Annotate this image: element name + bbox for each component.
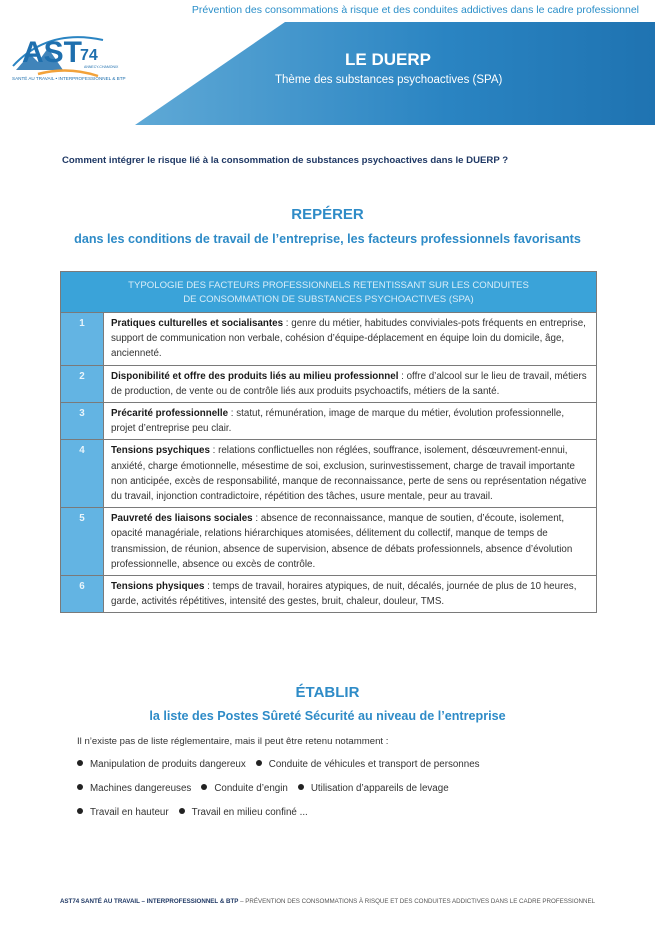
bullet-item <box>256 759 480 770</box>
factor-description <box>104 576 597 613</box>
factor-description <box>104 440 597 508</box>
section-etablir-subtitle: la liste des Postes Sûreté Sécurité au niveau de l’entreprise <box>149 709 506 723</box>
bullet-dot-icon <box>201 784 207 790</box>
bullet-text: Machines dangereuses <box>90 783 192 794</box>
section-etablir-intro: Il n’existe pas de liste réglementaire, mais il peut être retenu notamment : <box>77 736 389 747</box>
table-row <box>61 440 597 508</box>
bullet-dot-icon <box>77 760 83 766</box>
factor-number: 4 <box>61 440 104 508</box>
factor-description <box>104 403 597 440</box>
section-reperer-subtitle: dans les conditions de travail de l’entreprise, les facteurs professionnels favorisants <box>74 232 581 246</box>
bullet-text: Utilisation d’appareils de levage <box>310 783 449 794</box>
svg-text:ANNECY-CHAMONIX: ANNECY-CHAMONIX <box>84 65 119 69</box>
bullet-item <box>77 783 191 794</box>
bullet-text: Manipulation de produits dangereux <box>90 759 246 770</box>
table-row <box>61 403 597 440</box>
factor-title: Précarité professionnelle <box>111 408 229 420</box>
factor-text: : genre du métier, habitudes conviviales-pots fréquents en entreprise, support de communication non verbale, cohésion d’équipe-déplacement en équipe loin du domicile, âge, ancienneté. <box>111 318 586 360</box>
bullet-dot-icon <box>256 760 262 766</box>
bullet-text: Conduite d’engin <box>214 783 288 794</box>
factor-title: Disponibilité et offre des produits liés au milieu professionnel <box>111 370 399 382</box>
bullet-text: Travail en hauteur <box>90 807 169 818</box>
page-title: LE DUERP <box>345 50 431 69</box>
factor-description <box>104 365 597 402</box>
factor-number: 5 <box>61 508 104 576</box>
section-etablir-title: ÉTABLIR <box>295 684 360 701</box>
bullet-item <box>77 759 246 770</box>
factor-title: Tensions physiques <box>111 581 205 593</box>
table-header-line2: DE CONSOMMATION DE SUBSTANCES PSYCHOACTIVES (SPA) <box>183 294 474 305</box>
footer-text: – PRÉVENTION DES CONSOMMATIONS À RISQUE ET DES CONDUITES ADDICTIVES DANS LE CADRE PROFESSIONNEL <box>238 898 596 905</box>
factor-description <box>104 313 597 366</box>
bullet-dot-icon <box>77 808 83 814</box>
bullet-dot-icon <box>77 784 83 790</box>
svg-text:74: 74 <box>80 47 98 64</box>
factor-title: Pauvreté des liaisons sociales <box>111 513 253 525</box>
bullet-line <box>77 759 637 770</box>
factor-text: : relations conflictuelles non réglées, souffrance, isolement, désœuvrement-ennui, anxiété, charge émotionnelle, mésestime de soi, exclusion, surinvestissement, charge de travail importante non anticipée, excès de responsabilité, manque de reconnaissance, perte de sens ou représentation négative du travail, injonction contradictoire, répétition des tâches, usure mentale, peur au travail. <box>111 445 587 503</box>
bullet-item <box>298 783 449 794</box>
factor-text: : temps de travail, horaires atypiques, de nuit, décalés, journée de plus de 10 heures, garde, activités répétitives, intensité des gestes, bruit, chaleur, douleur, TMS. <box>111 581 577 608</box>
factor-number: 1 <box>61 313 104 366</box>
factor-text: : statut, rémunération, image de marque du métier, évolution professionnelle, projet d’entreprise peu clair. <box>111 408 565 435</box>
bullet-item <box>201 783 288 794</box>
factor-description <box>104 508 597 576</box>
factor-text: : absence de reconnaissance, manque de soutien, d’écoute, isolement, opacité managériale, relations hiérarchiques atomisées, délitement du collectif, manque de temps de transmission, de réunion, absence de supervision, absence de débats professionnels, absence d’évolution professionnelle, absence ou excès de contrôle. <box>111 513 573 570</box>
bullet-dot-icon <box>298 784 304 790</box>
bullet-dot-icon <box>179 808 185 814</box>
factor-text: : offre d’alcool sur le lieu de travail, métiers de production, de vente ou de contrôle liés aux produits psychoactifs, métiers de la santé. <box>111 370 587 397</box>
table-row <box>61 365 597 402</box>
bullet-text: Conduite de véhicules et transport de personnes <box>268 759 480 770</box>
factor-title: Tensions psychiques <box>111 445 210 457</box>
factor-number: 2 <box>61 365 104 402</box>
svg-text:SANTÉ AU TRAVAIL • INTERPROFES: SANTÉ AU TRAVAIL • INTERPROFESSIONNEL & BTP <box>12 76 126 81</box>
intro-question: Comment intégrer le risque lié à la consommation de substances psychoactives dans le DUERP ? <box>62 155 509 166</box>
table-header <box>61 272 597 313</box>
bullet-line <box>77 807 637 818</box>
factor-number: 6 <box>61 576 104 613</box>
bullet-text: Travail en milieu confiné ... <box>191 807 308 818</box>
header-topline: Prévention des consommations à risque et des conduites addictives dans le cadre professionnel <box>191 4 639 16</box>
page-subtitle: Thème des substances psychoactives (SPA) <box>275 74 503 86</box>
svg-text:AST: AST <box>22 36 82 69</box>
table-row <box>61 313 597 366</box>
mountain-logo-icon <box>8 18 183 108</box>
header <box>0 0 655 125</box>
table-row <box>61 508 597 576</box>
bullet-item <box>179 807 308 818</box>
footer-org: AST74 SANTÉ AU TRAVAIL – INTERPROFESSIONNEL & BTP <box>59 898 239 905</box>
table-row <box>61 576 597 613</box>
section-reperer-title: REPÉRER <box>291 206 364 223</box>
factor-number: 3 <box>61 403 104 440</box>
bullet-item <box>77 807 169 818</box>
ast74-logo <box>8 18 183 108</box>
table-header-line1: TYPOLOGIE DES FACTEURS PROFESSIONNELS RETENTISSANT SUR LES CONDUITES <box>128 280 529 291</box>
factors-table <box>60 271 597 613</box>
factor-title: Pratiques culturelles et socialisantes <box>111 318 284 329</box>
page-footer <box>0 898 655 905</box>
bullet-line <box>77 783 637 794</box>
table-header-row <box>61 272 597 313</box>
